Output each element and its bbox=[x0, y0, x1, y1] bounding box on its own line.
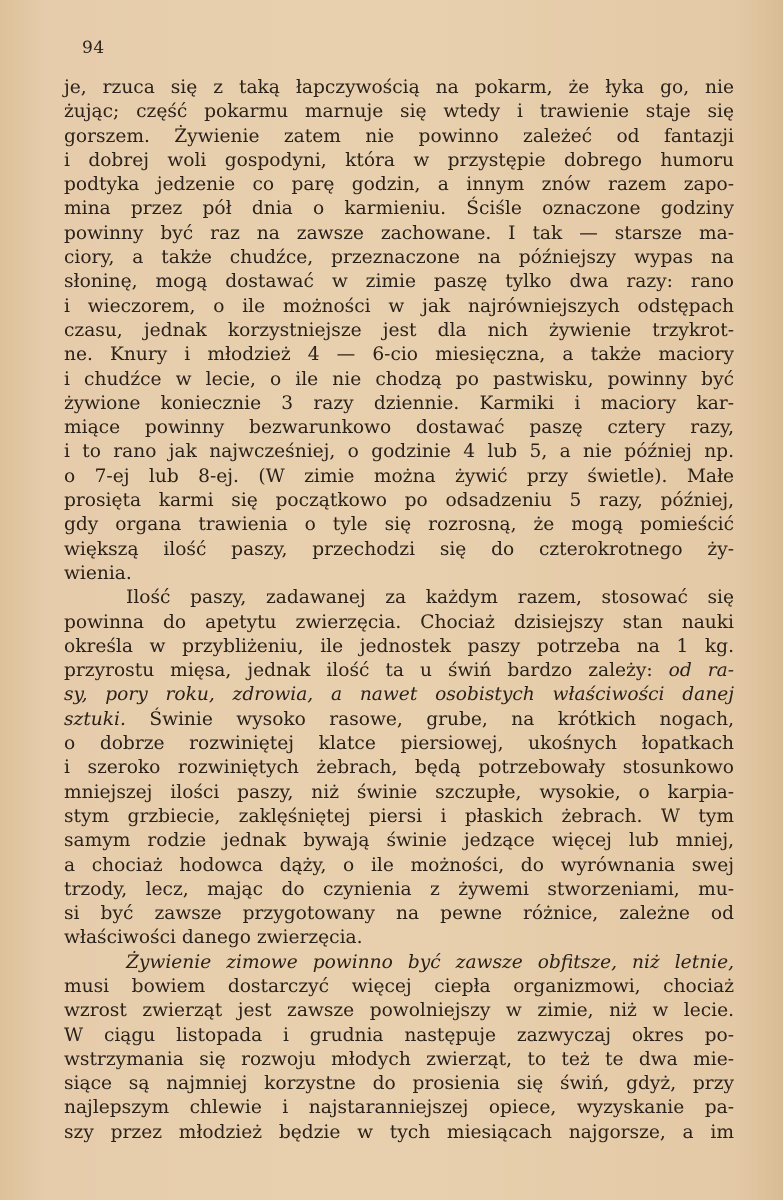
text-run: przyrostu mięsa, jednak ilość ta u świń bardzo zależy: bbox=[64, 660, 669, 682]
text-line: Ilość paszy, zadawanej za każdym razem, stosować się bbox=[126, 587, 734, 609]
text-line: o dobrze rozwiniętej klatce piersiowej, ukośnych łopatkach bbox=[64, 733, 734, 755]
text-line: wstrzymania się rozwoju młodych zwierząt, to też te dwa mie- bbox=[64, 1048, 734, 1070]
text-line: szy przez młodzież będzie w tych miesiącach najgorsze, a im bbox=[64, 1121, 734, 1143]
text-line: si być zawsze przygotowany na pewne różnice, zależne od bbox=[64, 903, 734, 925]
text-line: powinny być raz na zawsze zachowane. I tak — starsze ma- bbox=[64, 222, 734, 244]
text-line: mina przez pół dnia o karmieniu. Ściśle oznaczone godziny bbox=[64, 198, 734, 220]
text-line: wzrost zwierząt jest zawsze powolniejszy w zimie, niż w lecie. bbox=[64, 1000, 734, 1022]
text-run: Świnie wysoko rasowe, grube, na krótkich nogach, bbox=[125, 708, 734, 730]
text-line: określa w przybliżeniu, ile jednostek paszy potrzeba na 1 kg. bbox=[64, 635, 734, 657]
text-line: o 7-ej lub 8-ej. (W zimie można żywić przy świetle). Małe bbox=[64, 465, 734, 487]
body-text bbox=[64, 76, 734, 1145]
italic-text-line: Żywienie zimowe powinno być zawsze obfitsze, niż letnie, bbox=[126, 951, 734, 973]
text-line: właściwości danego zwierzęcia. bbox=[64, 927, 363, 949]
text-line: słoninę, mogą dostawać w zimie paszę tylko dwa razy: rano bbox=[64, 271, 734, 293]
page-number: 94 bbox=[82, 38, 105, 58]
text-line: samym rodzie jednak bywają świnie jedzące więcej lub mniej, bbox=[64, 830, 734, 852]
text-line: podtyka jedzenie co parę godzin, a innym znów razem zapo- bbox=[64, 174, 734, 196]
text-line: i chudźce w lecie, o ile nie chodzą po pastwisku, powinny być bbox=[64, 368, 734, 390]
paragraph-winter-feeding bbox=[64, 951, 734, 1145]
text-line: wienia. bbox=[64, 562, 132, 584]
text-line bbox=[64, 659, 734, 683]
text-line: trzody, lecz, mając do czynienia z żywemi stworzeniami, mu- bbox=[64, 878, 734, 900]
paragraph-feeding-frequency bbox=[64, 76, 734, 586]
text-line: siące są najmniej korzystne do prosienia się świń, gdyż, przy bbox=[64, 1073, 734, 1095]
text-line: żując; część pokarmu marnuje się wtedy i trawienie staje się bbox=[64, 101, 734, 123]
text-line: stym grzbiecie, zaklęśniętej piersi i płaskich żebrach. W tym bbox=[64, 805, 734, 827]
text-line: ne. Knury i młodzież 4 — 6-cio miesięczna, a także maciory bbox=[64, 344, 734, 366]
italic-text-line: sy, pory roku, zdrowia, a nawet osobistych właściwości danej bbox=[64, 684, 734, 706]
text-line: je, rzuca się z taką łapczywością na pokarm, że łyka go, nie bbox=[64, 77, 734, 98]
text-line: gorszem. Żywienie zatem nie powinno zależeć od fantazji bbox=[64, 125, 734, 147]
text-line: ciory, a także chudźce, przeznaczone na późniejszy wypas na bbox=[64, 247, 734, 269]
text-line: i wieczorem, o ile możności w jak najrówniejszych odstępach bbox=[64, 295, 734, 317]
text-line bbox=[64, 708, 734, 732]
text-line: powinna do apetytu zwierzęcia. Chociaż dzisiejszy stan nauki bbox=[64, 611, 734, 633]
italic-text-run: od ra- bbox=[668, 660, 735, 682]
text-line: i dobrej woli gospodyni, która w przystępie dobrego humoru bbox=[64, 149, 734, 171]
paragraph-feed-amount bbox=[64, 586, 734, 950]
text-line: większą ilość paszy, przechodzi się do czterokrotnego ży- bbox=[64, 538, 734, 560]
text-line: miące powinny bezwarunkowo dostawać paszę cztery razy, bbox=[64, 417, 734, 439]
text-line: prosięta karmi się początkowo po odsadzeniu 5 razy, później, bbox=[64, 490, 734, 512]
text-line: gdy organa trawienia o tyle się rozrosną, że mogą pomieścić bbox=[64, 514, 734, 536]
text-line: musi bowiem dostarczyć więcej ciepła organizmowi, chociaż bbox=[64, 975, 734, 997]
text-line: a chociaż hodowca dąży, o ile możności, do wyrównania swej bbox=[64, 854, 734, 876]
text-line: żywione koniecznie 3 razy dziennie. Karmiki i maciory kar- bbox=[64, 392, 734, 414]
text-line: W ciągu listopada i grudnia następuje zazwyczaj okres po- bbox=[64, 1024, 734, 1046]
text-line: czasu, jednak korzystniejsze jest dla nich żywienie trzykrot- bbox=[64, 319, 734, 341]
text-line: mniejszej ilości paszy, niż świnie szczupłe, wysokie, o karpia- bbox=[64, 781, 734, 803]
italic-text-run: sztuki. bbox=[64, 708, 126, 730]
text-line: i szeroko rozwiniętych żebrach, będą potrzebowały stosunkowo bbox=[64, 757, 734, 779]
text-line: najlepszym chlewie i najstaranniejszej opiece, wyzyskanie pa- bbox=[64, 1097, 734, 1119]
text-line: i to rano jak najwcześniej, o godzinie 4 lub 5, a nie później np. bbox=[64, 441, 734, 463]
